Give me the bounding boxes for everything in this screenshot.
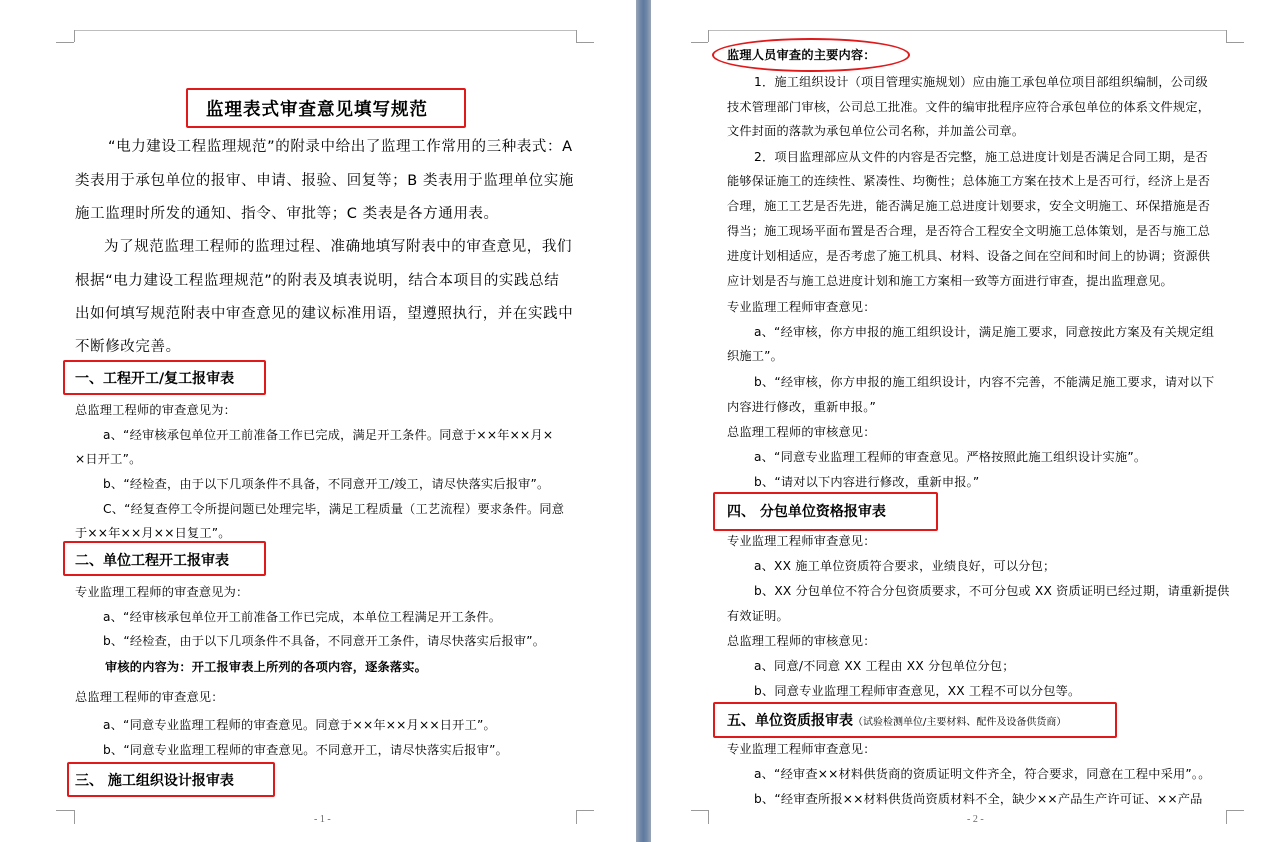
text-line: b、XX 分包单位不符合分包资质要求，不可分包或 XX 资质证明已经过期，请重新提供 [754, 584, 1230, 598]
text-line: 文件封面的落款为承包单位公司名称，并加盖公司章。 [727, 124, 1025, 138]
text-line: 总监理工程师的审核意见： [727, 634, 876, 648]
text-line: 总监理工程师的审查意见： [75, 690, 224, 704]
intro-line: “电力建设工程监理规范”的附录中给出了监理工作常用的三种表式：A [108, 139, 573, 155]
page-gutter [636, 0, 651, 842]
crop-mark [1226, 810, 1227, 824]
text-line: a、“经审核承包单位开工前准备工作已完成，满足开工条件。同意于××年××月× [103, 428, 554, 442]
section-heading: 三、 施工组织设计报审表 [75, 773, 234, 789]
text-line: 技术管理部门审核，公司总工批准。文件的编审批程序应符合承包单位的体系文件规定， [727, 100, 1211, 114]
text-line: a、“同意专业监理工程师的审查意见。同意于××年××月××日开工”。 [103, 718, 496, 732]
crop-mark [56, 810, 74, 811]
text-line: 专业监理工程师审查意见： [727, 300, 876, 314]
text-line: a、“同意专业监理工程师的审查意见。严格按照此施工组织设计实施”。 [754, 450, 1147, 464]
crop-mark [691, 810, 708, 811]
page-top-rule [708, 30, 1226, 31]
text-line: a、同意/不同意 XX 工程由 XX 分包单位分包； [754, 659, 1015, 673]
section-heading: 四、 分包单位资格报审表 [727, 504, 886, 520]
crop-mark [691, 42, 708, 43]
crop-mark [1226, 810, 1244, 811]
text-line: b、“经检查，由于以下几项条件不具备，不同意开工/竣工，请尽快落实后报审”。 [103, 477, 550, 491]
text-line: b、同意专业监理工程师审查意见，XX 工程不可以分包等。 [754, 684, 1081, 698]
intro-line: 不断修改完善。 [75, 339, 181, 355]
text-line: a、XX 施工单位资质符合要求，业绩良好，可以分包； [754, 559, 1056, 573]
text-line: 进度计划相适应，是否考虑了施工机具、材料、设备之间在空间和时间上的协调；资源供 [727, 249, 1211, 263]
text-line: b、“经审核，你方申报的施工组织设计，内容不完善，不能满足施工要求，请对以下 [754, 375, 1215, 389]
crop-mark [1226, 30, 1227, 42]
document-page-1 [0, 0, 636, 842]
text-line: 能够保证施工的连续性、紧凑性、均衡性；总体施工方案在技术上是否可行，经济上是否 [727, 174, 1211, 188]
crop-mark [708, 810, 709, 824]
text-line: a、“经审查××材料供货商的资质证明文件齐全，符合要求，同意在工程中采用”。。 [754, 767, 1211, 781]
text-line: 专业监理工程师审查意见： [727, 534, 876, 548]
document-page-2 [651, 0, 1285, 842]
intro-line: 出如何填写规范附表中审查意见的建议标准用语，望遵照执行，并在实践中 [75, 306, 574, 322]
text-line: a、“经审核，你方申报的施工组织设计，满足施工要求，同意按此方案及有关规定组 [754, 325, 1215, 339]
text-line: 专业监理工程师的审查意见为： [75, 585, 249, 599]
page-number: - 2 - [967, 814, 984, 825]
crop-mark [708, 30, 709, 42]
text-line: C、“经复查停工令所提问题已处理完毕，满足工程质量（工艺流程）要求条件。同意 [103, 502, 565, 516]
text-line-bold: 审核的内容为：开工报审表上所列的各项内容，逐条落实。 [105, 660, 428, 674]
page-top-rule [74, 30, 576, 31]
text-line: 2．项目监理部应从文件的内容是否完整，施工总进度计划是否满足合同工期，是否 [754, 150, 1208, 164]
text-line: a、“经审核承包单位开工前准备工作已完成，本单位工程满足开工条件。 [103, 610, 502, 624]
section-heading: 一、工程开工/复工报审表 [75, 371, 235, 387]
text-line: 有效证明。 [727, 609, 789, 623]
text-line: 总监理工程师的审查意见为： [75, 403, 237, 417]
intro-line: 根据“电力建设工程监理规范”的附表及填表说明，结合本项目的实践总结 [75, 273, 560, 289]
text-line: ×日开工”。 [75, 452, 142, 466]
text-line: b、“同意专业监理工程师的审查意见。不同意开工，请尽快落实后报审”。 [103, 743, 508, 757]
section-heading-note: （试验检测单位/主要材料、配件及设备供货商） [853, 717, 1067, 728]
crop-mark [576, 30, 577, 42]
crop-mark [576, 810, 577, 824]
text-line: 应计划是否与施工总进度计划和施工方案相一致等方面进行审查，提出监理意见。 [727, 274, 1173, 288]
section-heading [727, 710, 1066, 730]
section-heading: 二、单位工程开工报审表 [75, 553, 229, 569]
text-line: 得当；施工现场平面布置是否合理，是否符合工程安全文明施工总体策划，是否与施工总 [727, 224, 1211, 238]
crop-mark [1226, 42, 1244, 43]
text-line: b、“经检查，由于以下几项条件不具备，不同意开工条件，请尽快落实后报审”。 [103, 634, 546, 648]
text-line: 专业监理工程师审查意见： [727, 742, 876, 756]
section-heading: 监理人员审查的主要内容： [727, 48, 876, 62]
text-line: 于××年××月××日复工”。 [75, 526, 231, 540]
page-number: - 1 - [314, 814, 331, 825]
text-line: 总监理工程师的审核意见： [727, 425, 876, 439]
section-heading-text: 五、单位资质报审表 [727, 713, 853, 729]
text-line: b、“请对以下内容进行修改，重新申报。” [754, 475, 980, 489]
text-line: 内容进行修改，重新申报。” [727, 400, 877, 414]
intro-line: 施工监理时所发的通知、指令、审批等；C 类表是各方通用表。 [75, 206, 499, 222]
crop-mark [576, 42, 594, 43]
text-line: 1．施工组织设计（项目管理实施规划）应由施工承包单位项目部组织编制，公司级 [754, 75, 1208, 89]
crop-mark [74, 30, 75, 42]
text-line: b、“经审查所报××材料供货尚资质材料不全，缺少××产品生产许可证、××产品 [754, 792, 1203, 806]
crop-mark [56, 42, 74, 43]
text-line: 合理，施工工艺是否先进，能否满足施工总进度计划要求，安全文明施工、环保措施是否 [727, 199, 1211, 213]
intro-line: 类表用于承包单位的报审、申请、报验、回复等；B 类表用于监理单位实施 [75, 173, 574, 189]
crop-mark [74, 810, 75, 824]
intro-line: 为了规范监理工程师的监理过程、准确地填写附表中的审查意见，我们 [104, 239, 573, 255]
crop-mark [576, 810, 594, 811]
text-line: 织施工”。 [727, 349, 784, 363]
document-title: 监理表式审查意见填写规范 [206, 100, 428, 120]
